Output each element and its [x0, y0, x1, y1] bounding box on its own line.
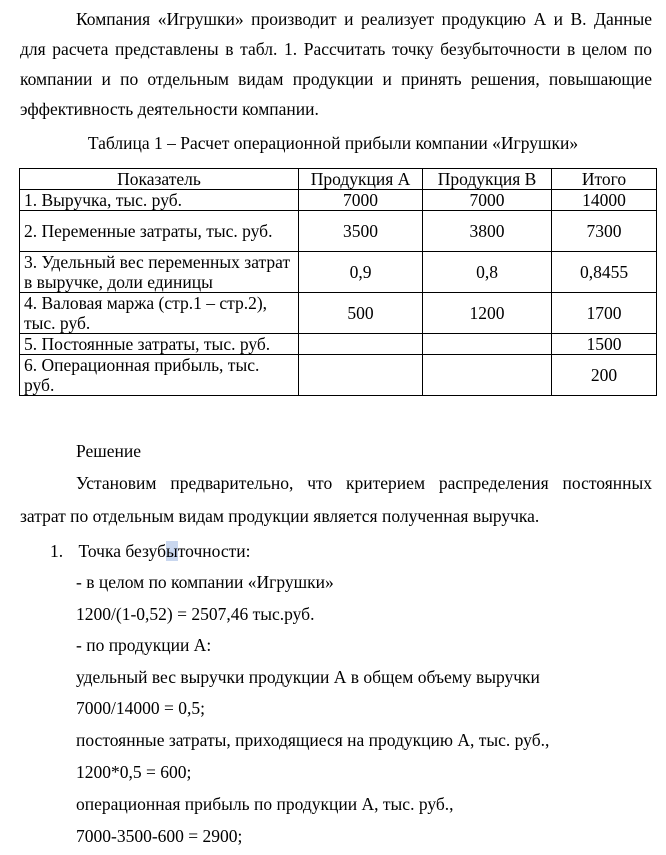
task-paragraph: [20, 4, 652, 124]
table-row: [20, 293, 657, 334]
header-indicator: Показатель: [20, 169, 299, 190]
list-number: 1.: [50, 541, 64, 561]
header-total: Итого: [552, 169, 657, 190]
table-header-row: [20, 169, 657, 190]
row-label: 6. Операционная прибыль, тыс. руб.: [20, 355, 299, 396]
cell-total: 14000: [552, 190, 657, 211]
solution-line: удельный вес выручки продукции А в общем объему выручки: [76, 667, 540, 687]
table-row: [20, 252, 657, 293]
item-text-part1: Точка безуб: [78, 541, 166, 561]
solution-line: 7000/14000 = 0,5;: [76, 698, 205, 718]
cell-product-b: [423, 334, 552, 355]
table-row: [20, 355, 657, 396]
header-product-b: Продукция В: [423, 169, 552, 190]
table-row: [20, 334, 657, 355]
solution-heading: Решение: [76, 441, 142, 461]
profit-table: [19, 168, 657, 396]
cell-product-a: 0,9: [299, 252, 423, 293]
row-label: 5. Постоянные затраты, тыс. руб.: [20, 334, 299, 355]
list-item-1: [50, 541, 250, 562]
cell-total: 7300: [552, 211, 657, 252]
solution-line: операционная прибыль по продукции А, тыс. руб.,: [76, 794, 454, 814]
cell-total: 1700: [552, 293, 657, 334]
solution-text: Установим предварительно, что критерием распределения постоянных затрат по отдельным видам продукции является полученная выручка.: [20, 473, 652, 526]
table-caption: Таблица 1 – Расчет операционной прибыли компании «Игрушки»: [87, 133, 579, 153]
solution-line: 1200/(1-0,52) = 2507,46 тыс.руб.: [76, 604, 315, 624]
item-text-part2: точности:: [177, 541, 251, 561]
cell-product-a: [299, 355, 423, 396]
table-row: [20, 211, 657, 252]
solution-line: - по продукции А:: [76, 635, 212, 655]
solution-paragraph: [20, 467, 652, 533]
solution-line: 7000-3500-600 = 2900;: [76, 826, 243, 846]
solution-line: - в целом по компании «Игрушки»: [76, 572, 334, 592]
cell-total: 1500: [552, 334, 657, 355]
cell-product-a: 7000: [299, 190, 423, 211]
selection-highlight: ы: [165, 541, 178, 561]
cell-product-a: 500: [299, 293, 423, 334]
row-label: 1. Выручка, тыс. руб.: [20, 190, 299, 211]
cell-total: 200: [552, 355, 657, 396]
row-label: 3. Удельный вес переменных затрат в выручке, доли единицы: [20, 252, 299, 293]
row-label: 4. Валовая маржа (стр.1 – стр.2), тыс. руб.: [20, 293, 299, 334]
table-row: [20, 190, 657, 211]
cell-product-b: 0,8: [423, 252, 552, 293]
task-text: Компания «Игрушки» производит и реализует продукцию А и В. Данные для расчета представлены в табл. 1. Рассчитать точку безубыточности в целом по компании и по отдельным видам продукции и принять решения, повышающие эффективность деятельности компании.: [20, 9, 652, 119]
cell-product-b: 1200: [423, 293, 552, 334]
solution-line: 1200*0,5 = 600;: [76, 762, 192, 782]
cell-product-b: 3800: [423, 211, 552, 252]
cell-product-b: [423, 355, 552, 396]
cell-product-b: 7000: [423, 190, 552, 211]
solution-line: постоянные затраты, приходящиеся на продукцию А, тыс. руб.,: [76, 730, 550, 750]
cell-product-a: [299, 334, 423, 355]
cell-product-a: 3500: [299, 211, 423, 252]
row-label: 2. Переменные затраты, тыс. руб.: [20, 211, 299, 252]
header-product-a: Продукция А: [299, 169, 423, 190]
cell-total: 0,8455: [552, 252, 657, 293]
